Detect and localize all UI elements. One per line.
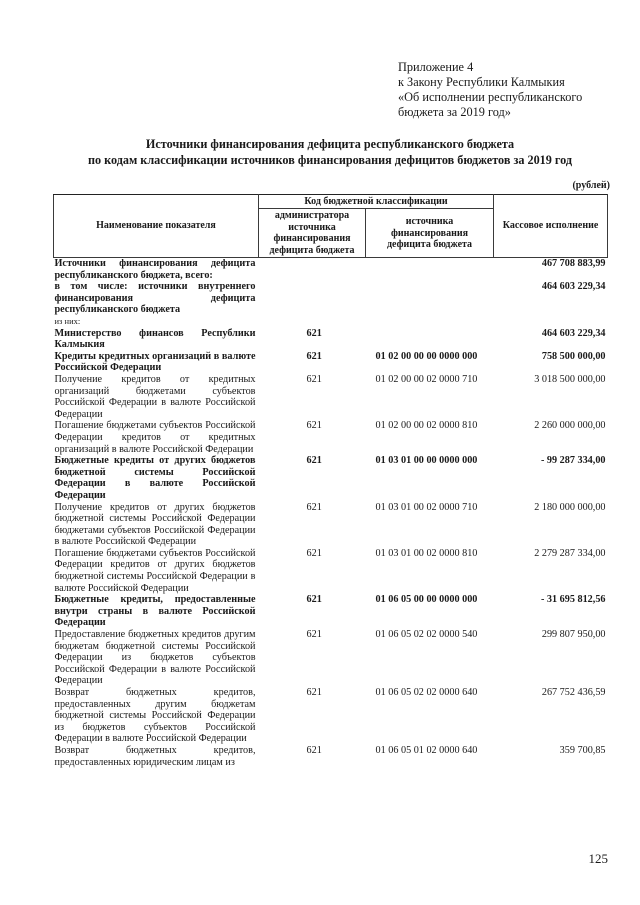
row-name: Возврат бюджетных кредитов, предоставленных другим бюджетам бюджетной системы Российской Федерации из бюджетов субъектов Российской Федерации в валюте Российской Федерации [54,687,256,745]
header-code-group: Код бюджетной классификации [259,195,494,209]
row-name: Кредиты кредитных организаций в валюте Российской Федерации [54,350,256,374]
table-row [54,420,608,455]
row-name: Бюджетные кредиты от других бюджетов бюджетной системы Российской Федерации в валюте Российской Федерации [54,455,256,501]
appendix-line: к Закону Республики Калмыкия [398,75,565,89]
header-amount: Кассовое исполнение [494,195,608,258]
row-amount: 758 500 000,00 [541,350,606,362]
table-row [54,328,608,351]
row-name: Бюджетные кредиты, предоставленные внутри страны в валюте Российской Федерации [54,594,256,629]
row-amount: 467 708 883,99 [541,258,606,270]
row-administrator-code: 621 [306,455,322,467]
row-name: Погашение бюджетами субъектов Российской Федерации кредитов от других бюджетов бюджетной системы Российской Федерации в валюте Российской Федерации [54,547,256,594]
row-administrator-code: 621 [306,327,322,339]
title-line-2: по кодам классификации источников финансирования дефицитов бюджетов за 2019 год [87,153,573,167]
table-row [54,594,608,629]
row-name: Министерство финансов Республики Калмыкия [54,327,256,351]
row-source-code: 01 06 05 01 02 0000 640 [375,744,478,756]
row-source-code: 01 03 01 00 00 0000 000 [375,455,478,467]
row-amount: 3 018 500 000,00 [534,373,606,385]
header-administrator: администратора источника финансирования дефицита бюджета [259,209,366,258]
table-row [54,745,608,768]
table-row [54,281,608,316]
table-header [54,195,608,258]
row-administrator-code: 621 [306,501,322,513]
row-amount: 2 260 000 000,00 [534,420,606,432]
row-administrator-code: 621 [306,547,322,559]
row-name: Предоставление бюджетных кредитов другим бюджетам бюджетной системы Российской Федерации из бюджетов субъектов Российской Федерации в валюте Российской Федерации [54,629,256,687]
row-amount: 359 700,85 [559,744,606,756]
row-amount: 267 752 436,59 [541,687,606,698]
row-amount: 464 603 229,34 [541,281,606,293]
row-source-code [366,281,494,316]
units-label: (рублей) [572,180,610,191]
row-administrator-code: 621 [306,629,322,641]
row-amount: - 99 287 334,00 [540,455,606,467]
row-administrator-code [259,281,366,316]
row-source-code: 01 02 00 00 02 0000 810 [375,420,478,432]
table-row [54,548,608,594]
financing-sources-table [53,194,608,768]
row-source-code: 01 02 00 00 02 0000 710 [375,373,478,385]
row-source-code: 01 03 01 00 02 0000 810 [375,547,478,559]
row-administrator-code: 621 [306,350,322,362]
appendix-note [398,60,628,120]
row-source-code: 01 02 00 00 00 0000 000 [375,350,478,362]
row-amount: - 31 695 812,56 [540,594,606,606]
row-source-code [366,316,494,328]
row-name: Возврат бюджетных кредитов, предоставленных юридическим лицам из [54,744,256,768]
table-body [54,258,608,769]
row-amount: 2 180 000 000,00 [534,501,606,513]
table-row [54,351,608,374]
row-source-code: 01 06 05 02 02 0000 540 [375,629,478,641]
row-administrator-code [259,316,366,328]
row-source-code: 01 06 05 00 00 0000 000 [375,594,478,606]
title-line-1: Источники финансирования дефицита республиканского бюджета [145,137,515,151]
row-amount: 2 279 287 334,00 [534,547,606,559]
row-administrator-code: 621 [306,420,322,432]
table-row [54,502,608,548]
row-administrator-code [259,258,366,282]
row-name: Погашение бюджетами субъектов Российской Федерации кредитов от кредитных организаций в валюте Российской Федерации [54,420,256,455]
header-source: источника финансирования дефицита бюджета [366,209,494,258]
table-row [54,629,608,687]
table-row [54,316,608,328]
header-name: Наименование показателя [54,195,259,258]
appendix-line: бюджета за 2019 год» [398,105,511,119]
row-name: Источники финансирования дефицита республиканского бюджета, всего: [54,258,256,281]
row-source-code [366,258,494,282]
row-name: в том числе: источники внутреннего финансирования дефицита республиканского бюджета [54,281,256,316]
page-number: 125 [588,851,608,866]
row-administrator-code: 621 [306,744,322,756]
row-administrator-code: 621 [306,594,322,606]
table-row [54,258,608,282]
row-amount: 299 807 950,00 [541,629,606,641]
appendix-line: Приложение 4 [398,60,474,74]
document-title [40,136,620,168]
table-row [54,687,608,745]
row-amount [494,316,608,328]
row-name: из них: [54,316,81,326]
table-row [54,374,608,420]
row-administrator-code: 621 [306,687,322,698]
row-name: Получение кредитов от кредитных организаций бюджетами субъектов Российской Федерации в валюте Российской Федерации [54,373,256,420]
row-source-code [366,328,494,351]
row-administrator-code: 621 [306,373,322,385]
row-amount: 464 603 229,34 [541,327,606,339]
table-row [54,455,608,501]
row-source-code: 01 03 01 00 02 0000 710 [375,501,478,513]
appendix-line: «Об исполнении республиканского [398,90,583,104]
row-name: Получение кредитов от других бюджетов бюджетной системы Российской Федерации бюджетами субъектов Российской Федерации в валюте Российской Федерации [54,501,256,548]
row-source-code: 01 06 05 02 02 0000 640 [375,687,478,698]
